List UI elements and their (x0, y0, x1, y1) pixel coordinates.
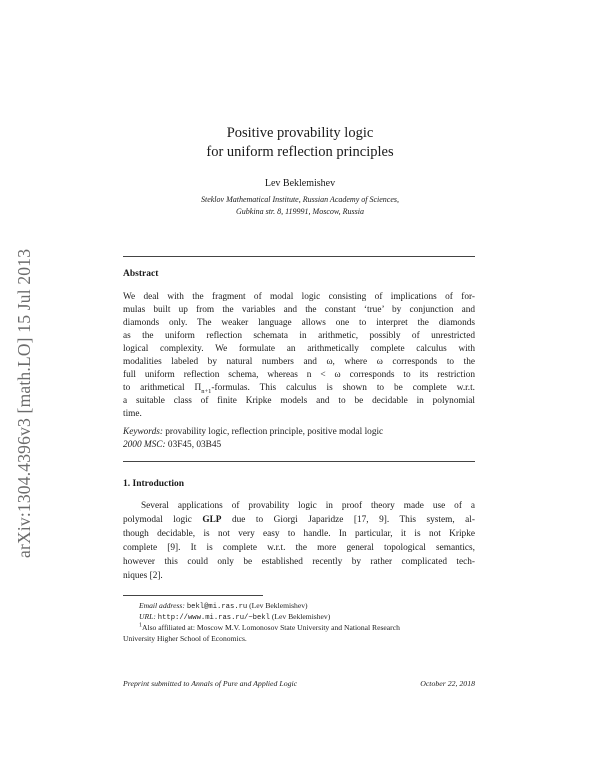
abstract-line: modalities labeled by natural numbers and ω, where ω corresponds to the (123, 357, 475, 367)
arxiv-identifier-stamp: arXiv:1304.4396v3 [math.LO] 15 Jul 2013 (14, 248, 34, 558)
footnote-rule (123, 595, 263, 596)
glp-logic-name: GLP (202, 515, 222, 525)
intro-line: Several applications of provability logic in proof theory made use of a (141, 501, 475, 511)
abstract-line: as the uniform reflection schemata in arithmetic, possibly of unrestricted (123, 331, 475, 341)
url-label: URL: (139, 612, 156, 621)
url-owner: (Lev Beklemishev) (269, 612, 331, 621)
msc-line (123, 439, 475, 451)
abstract-line: diamonds only. The weaker language allows one to interpret the diamonds (123, 318, 475, 328)
section-heading-introduction: 1. Introduction (123, 479, 185, 489)
footnote-1-line-2: University Higher School of Economics. (123, 634, 247, 643)
keywords-label: Keywords: (123, 427, 163, 437)
email-link[interactable]: bekl@mi.ras.ru (186, 603, 248, 611)
email-owner: (Lev Beklemishev) (247, 601, 308, 610)
abstract-line: full uniform reflection schema, whereas n < ω corresponds to its restriction (123, 370, 475, 380)
keywords-value: provability logic, reflection principle, positive modal logic (162, 427, 384, 437)
paper-title-line-2: for uniform reflection principles (206, 144, 394, 160)
abstract-line: We deal with the fragment of modal logic consisting of implications of for- (123, 292, 475, 302)
preprint-notice: Preprint submitted to Annals of Pure and Applied Logic (123, 679, 298, 688)
intro-line: niques [2]. (123, 571, 163, 581)
intro-line-part: polymodal logic (123, 515, 192, 525)
intro-line: though decidable, is not very easy to handle. In particular, it is not Kripke (123, 529, 475, 539)
abstract-line: a suitable class of finite Kripke models and to be decidable in polynomial (123, 396, 475, 406)
author-affiliation-line-1: Steklov Mathematical Institute, Russian Academy of Sciences, (200, 195, 400, 204)
keywords-line (123, 426, 475, 438)
author-name: Lev Beklemishev (264, 178, 336, 189)
url-link[interactable]: http://www.mi.ras.ru/~bekl (157, 614, 270, 622)
abstract-line: logical complexity. We formulate an arithmetically complete calculus with (123, 344, 475, 354)
abstract-line-part: to arithmetical Π (123, 383, 202, 393)
preprint-date: October 22, 2018 (420, 679, 475, 688)
intro-line: however this could only be established recently by rather complicated tech- (123, 557, 475, 567)
intro-line (123, 514, 475, 528)
pi-subscript: n+1 (201, 387, 212, 395)
abstract-line (123, 382, 475, 394)
abstract-line: mulas built up from the variables and the constant ‘true’ by conjunction and (123, 305, 475, 315)
abstract-line-part: -formulas. This calculus is shown to be complete w.r.t. (211, 383, 475, 393)
footnote-url (139, 612, 475, 623)
footnote-text: Also affiliated at: Moscow M.V. Lomonosov State University and National Research (142, 623, 400, 632)
intro-line-part: due to Giorgi Japaridze [17, 9]. This system, al- (221, 515, 475, 525)
author-affiliation-line-2: Gubkina str. 8, 119991, Moscow, Russia (236, 207, 364, 216)
footnote-email (139, 601, 475, 612)
footnote-mark: 1 (139, 622, 142, 629)
footnote-1-line-1 (139, 623, 475, 633)
abstract-bottom-rule (123, 461, 475, 462)
abstract-line: time. (123, 409, 142, 419)
abstract-top-rule (123, 256, 475, 257)
msc-label: 2000 MSC: (123, 440, 166, 450)
abstract-heading: Abstract (123, 269, 159, 279)
intro-line: complete [9]. It is complete w.r.t. the more general topological semantics, (123, 543, 475, 553)
email-label: Email address: (139, 601, 185, 610)
paper-title-line-1: Positive provability logic (226, 125, 374, 141)
msc-value: 03F45, 03B45 (165, 440, 222, 450)
